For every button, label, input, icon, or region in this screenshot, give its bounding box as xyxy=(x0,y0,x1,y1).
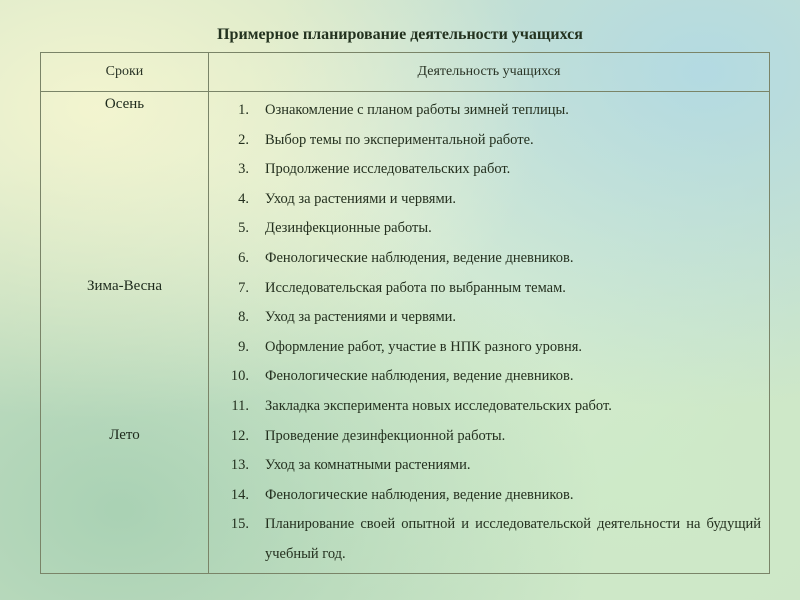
table-header-row xyxy=(41,53,770,92)
item-number: 4. xyxy=(238,190,249,207)
item-number: 13. xyxy=(230,457,249,474)
item-text: Проведение дезинфекционной работы. xyxy=(265,427,506,444)
list-item xyxy=(209,126,761,156)
item-text: Выбор темы по экспериментальной работе. xyxy=(265,131,534,148)
item-text: Оформление работ, участие в НПК разного уровня. xyxy=(265,338,583,355)
list-item xyxy=(209,333,761,363)
list-item xyxy=(209,303,761,333)
item-number: 8. xyxy=(238,309,249,326)
item-number: 1. xyxy=(238,102,249,118)
item-text: Дезинфекционные работы. xyxy=(265,220,432,237)
activity-list xyxy=(209,92,769,570)
item-text: Исследовательская работа по выбранным темам. xyxy=(265,279,566,296)
header-period: Сроки xyxy=(41,53,209,92)
item-number: 14. xyxy=(230,486,249,503)
list-item xyxy=(209,392,761,422)
item-number: 12. xyxy=(230,427,249,444)
item-text: Закладка эксперимента новых исследовательских работ. xyxy=(265,397,612,414)
item-text: Уход за комнатными растениями. xyxy=(265,457,471,474)
list-item xyxy=(209,274,761,304)
list-item xyxy=(209,451,761,481)
header-activities: Деятельность учащихся xyxy=(209,53,770,92)
item-number: 5. xyxy=(238,220,249,237)
period-winter-spring: Зима-Весна xyxy=(87,278,162,294)
item-number: 10. xyxy=(230,368,249,385)
table-row xyxy=(41,92,770,574)
item-text: Фенологические наблюдения, ведение дневников. xyxy=(265,486,574,503)
item-number: 11. xyxy=(231,397,249,414)
item-number: 15. xyxy=(230,516,249,533)
list-item xyxy=(209,422,761,452)
item-text: Ознакомление с планом работы зимней теплицы. xyxy=(265,102,569,118)
list-item xyxy=(209,362,761,392)
item-number: 7. xyxy=(238,279,249,296)
list-item xyxy=(209,214,761,244)
item-text: Уход за растениями и червями. xyxy=(265,309,457,326)
item-text: Уход за растениями и червями. xyxy=(265,190,457,207)
activity-plan-table xyxy=(40,52,770,574)
item-text: Фенологические наблюдения, ведение дневников. xyxy=(265,368,574,385)
page-title: Примерное планирование деятельности учащихся xyxy=(217,26,583,43)
list-item xyxy=(209,155,761,185)
period-summer: Лето xyxy=(109,427,140,443)
period-column xyxy=(41,92,209,574)
item-text: Планирование своей опытной и исследовательской деятельности на будущий учебный год. xyxy=(265,516,761,562)
list-item xyxy=(209,185,761,215)
period-autumn: Осень xyxy=(104,96,145,112)
item-text: Продолжение исследовательских работ. xyxy=(265,161,511,178)
list-item xyxy=(209,244,761,274)
item-number: 9. xyxy=(238,338,249,355)
activities-column xyxy=(209,92,770,574)
item-number: 6. xyxy=(238,249,249,266)
item-number: 2. xyxy=(238,131,249,148)
item-text: Фенологические наблюдения, ведение дневников. xyxy=(265,249,574,266)
list-item xyxy=(209,96,761,126)
item-number: 3. xyxy=(238,161,249,178)
list-item xyxy=(209,510,761,569)
list-item xyxy=(209,481,761,511)
